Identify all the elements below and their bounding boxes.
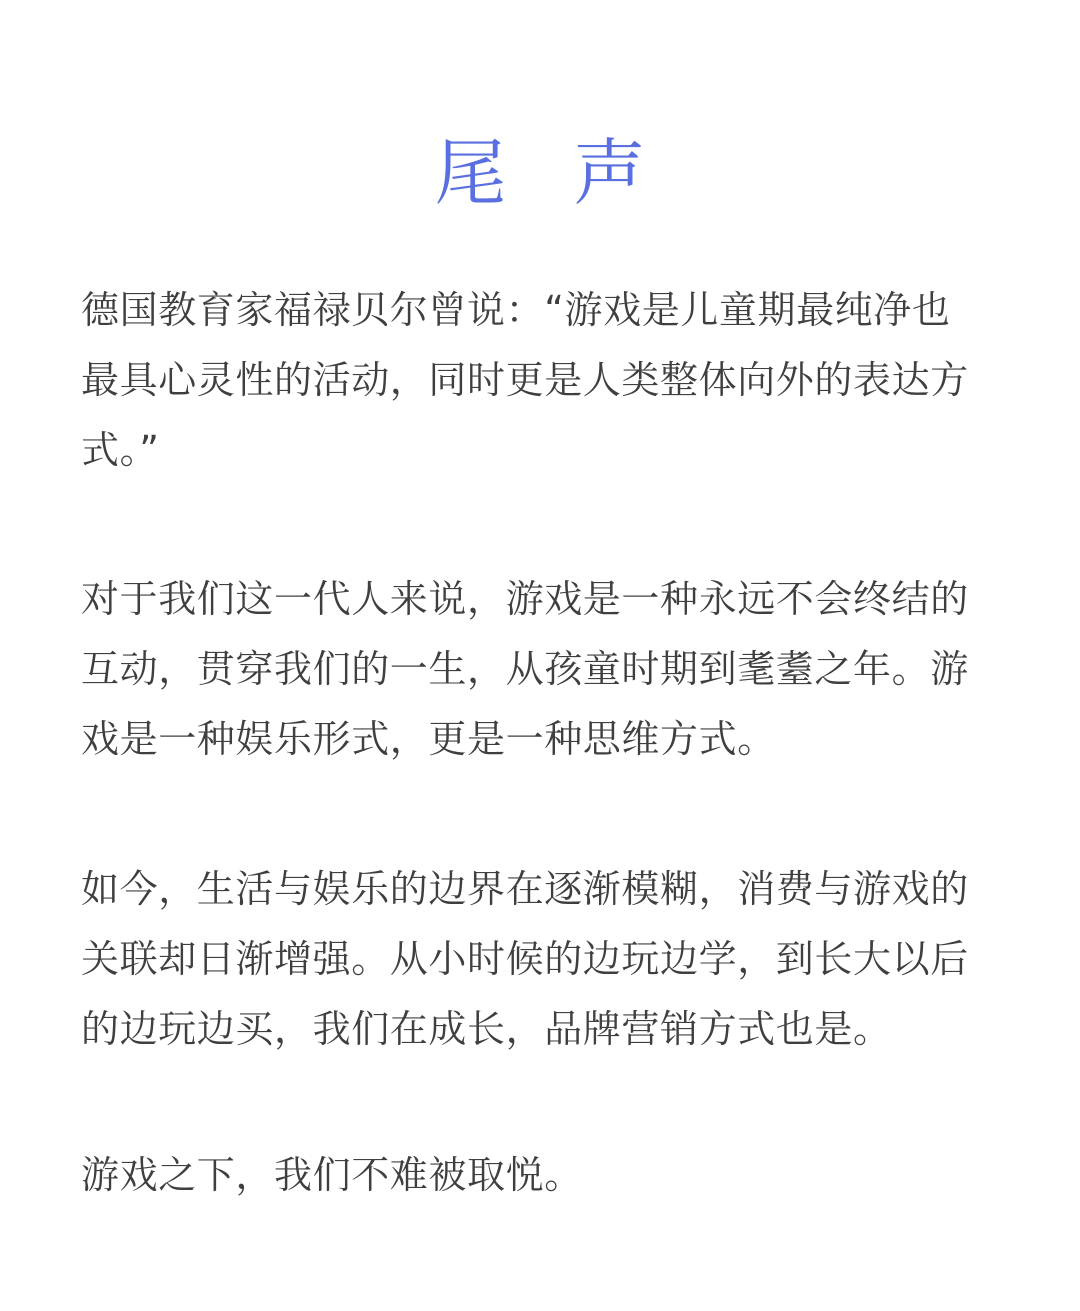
paragraph-line: 式。”: [81, 428, 160, 472]
paragraph-line: 关联却日渐增强。从小时候的边玩边学，到长大以后: [81, 937, 969, 981]
paragraph-boundary: [81, 854, 1005, 1064]
paragraph-line: 的边玩边买，我们在成长，品牌营销方式也是。: [81, 1007, 892, 1051]
paragraph-line: 互动，贯穿我们的一生，从孩童时期到耄耋之年。游: [81, 647, 969, 691]
paragraph-quote: [81, 275, 1005, 485]
paragraph-line: 对于我们这一代人来说，游戏是一种永远不会终结的: [81, 577, 969, 621]
paragraph-line: 游戏之下，我们不难被取悦。: [81, 1153, 583, 1197]
section-title: 尾 声: [434, 131, 668, 216]
paragraph-generation: [81, 564, 1005, 774]
paragraph-line: 如今，生活与娱乐的边界在逐渐模糊，消费与游戏的: [81, 867, 969, 911]
paragraph-closing: [81, 1140, 1005, 1210]
paragraph-line: 最具心灵性的活动，同时更是人类整体向外的表达方: [81, 358, 969, 402]
paragraph-line: 戏是一种娱乐形式，更是一种思维方式。: [81, 717, 776, 761]
paragraph-line: 德国教育家福禄贝尔曾说：“游戏是儿童期最纯净也: [81, 288, 951, 332]
